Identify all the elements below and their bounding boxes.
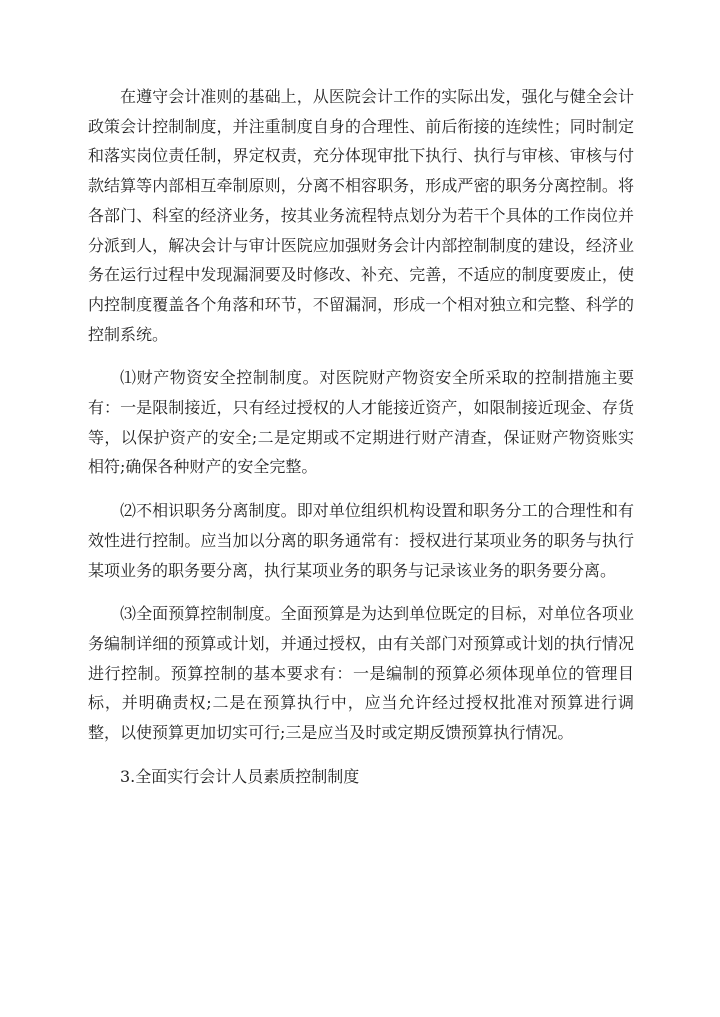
paragraph-budget-control: ⑶全面预算控制制度。全面预算是为达到单位既定的目标，对单位各项业务编制详细的预算或计划，并通过授权，由有关部门对预算或计划的执行情况进行控制。预算控制的基本要求有：一是编制的预算必须体现单位的管理目标，并明确责权;二是在预算执行中，应当允许经过授权批准对预算进行调整，以使预算更加切实可行;三是应当及时或定期反馈预算执行情况。 [88,604,634,743]
paragraph-intro: 在遵守会计准则的基础上，从医院会计工作的实际出发，强化与健全会计政策会计控制制度，并注重制度自身的合理性、前后衔接的连续性；同时制定和落实岗位责任制，界定权责，充分体现审批下执行、执行与审核、审核与付款结算等内部相互牵制原则，分离不相容职务，形成严密的职务分离控制。将各部门、科室的经济业务，按其业务流程特点划分为若干个具体的工作岗位并分派到人，解决会计与审计医院应加强财务会计内部控制制度的建设，经济业务在运行过程中发现漏洞要及时修改、补充、完善，不适应的制度要废止，使内控制度覆盖各个角落和环节，不留漏洞，形成一个相对独立和完整、科学的控制系统。 [88,87,634,344]
section-heading: 3.全面实行会计人员素质控制制度 [120,766,360,786]
paragraph-duty-separation: ⑵不相识职务分离制度。即对单位组织机构设置和职务分工的合理性和有效性进行控制。应当加以分离的职务通常有：授权进行某项业务的职务与执行某项业务的职务要分离，执行某项业务的职务与记录该业务的职务要分离。 [88,501,634,580]
document-page [88,82,634,805]
paragraph-property-safety: ⑴财产物资安全控制制度。对医院财产物资安全所采取的控制措施主要有：一是限制接近，只有经过授权的人才能接近资产，如限制接近现金、存货等，以保护资产的安全;二是定期或不定期进行财产清查，保证财产物资账实相符;确保各种财产的安全完整。 [88,368,634,477]
